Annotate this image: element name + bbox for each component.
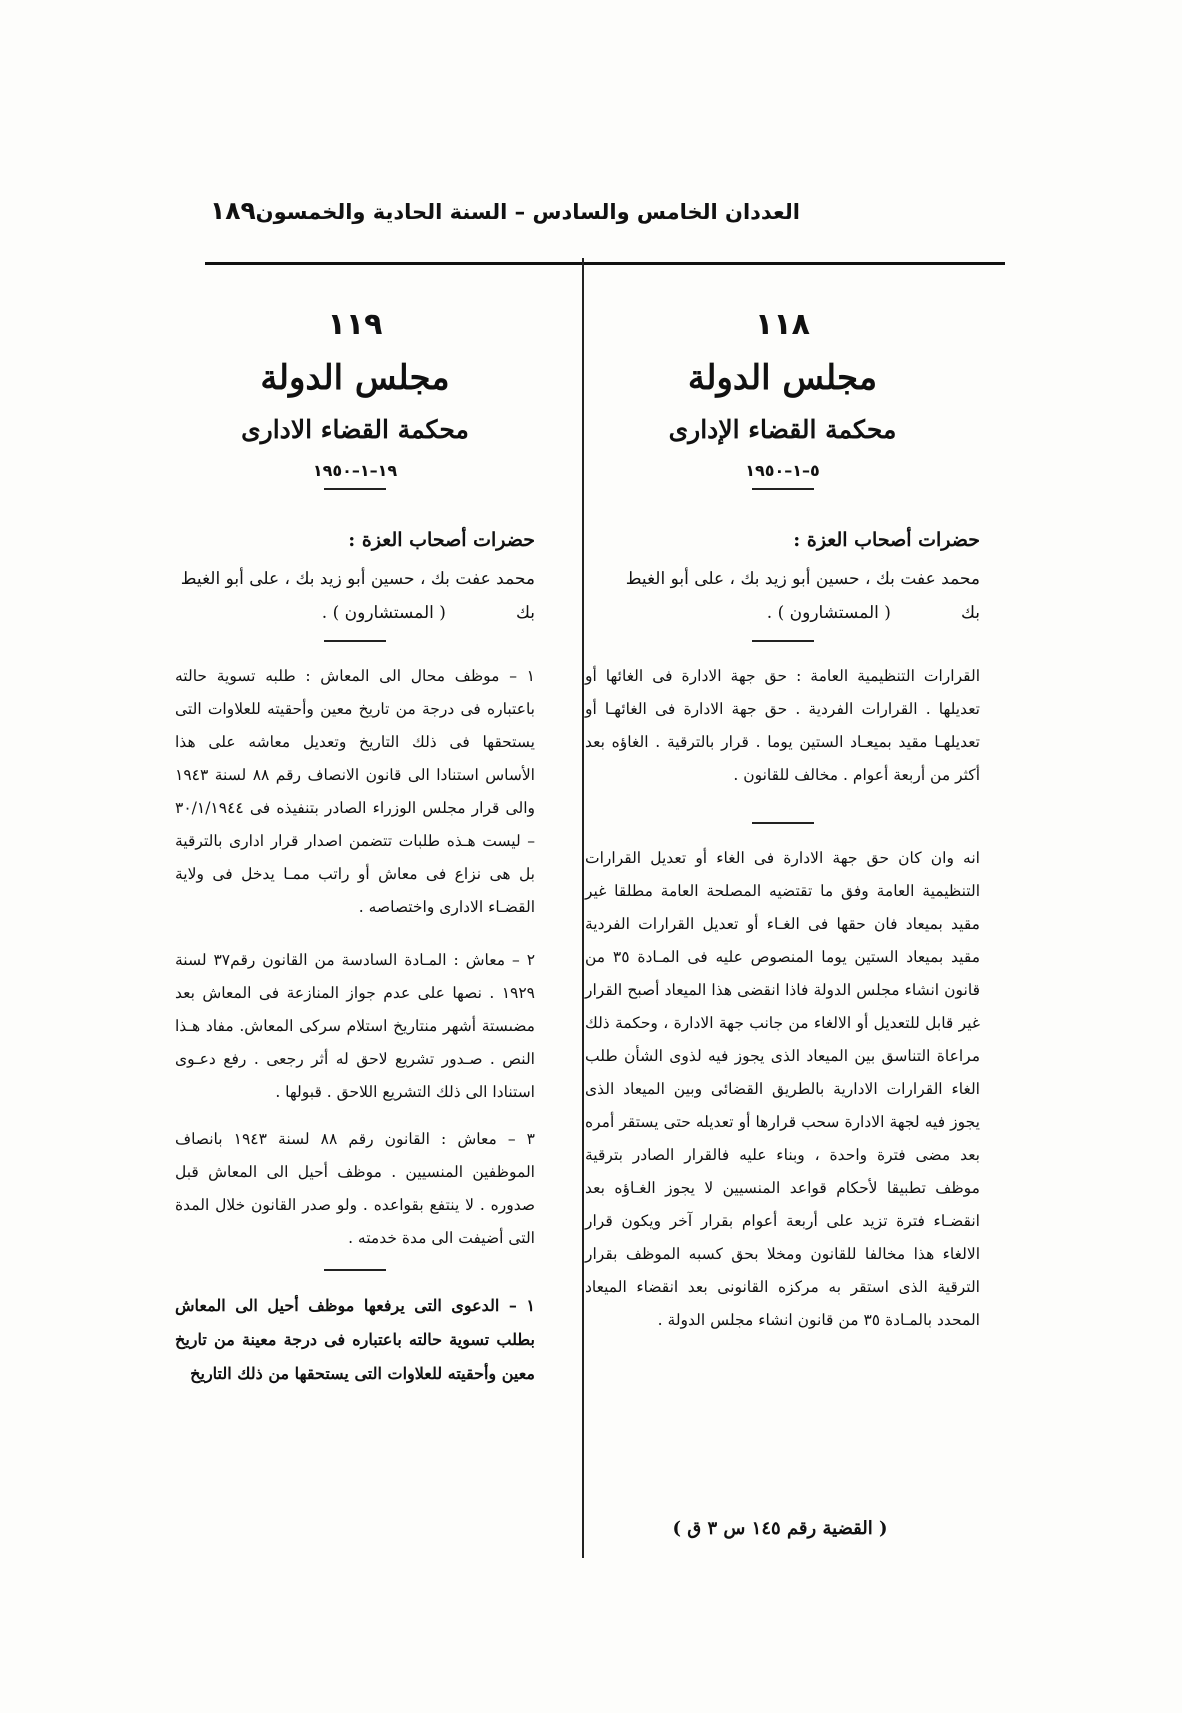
case-reference: ( القضية رقم ١٤٥ س ٣ ق ) — [672, 1518, 888, 1539]
column-case-119 — [175, 300, 535, 1391]
judges-role: ( المستشارون ) . — [321, 603, 446, 623]
court-name: محكمة القضاء الإدارى — [668, 415, 897, 444]
judges-role-line — [585, 596, 980, 640]
headnote: القرارات التنظيمية العامة : حق جهة الادارة فى الغائها أو تعديلها . القرارات الفردية . حق جهة الادارة فى الغائهـا أو تعديلهـا مقيد بميعـاد الستين يوما . قرار بالترقية . الغاؤه بعد أكثر من أربعة أعوام . مخالف للقانون . — [585, 667, 980, 784]
separator-rule — [752, 822, 814, 824]
judges-names: محمد عفت بك ، حسين أبو زيد بك ، على أبو الغيط — [625, 569, 980, 589]
headnote-1: ١ – موظف محال الى المعاش : طلبه تسوية حالته باعتباره فى درجة من تاريخ معين وأحقيته للعلاوات التى يستحقها فى ذلك التاريخ وتعديل معاشه على هذا الأساس استنادا الى قانون الانصاف رقم ٨٨ لسنة ١٩٤٣ والى قرار مجلس الوزراء الصادر بتنفيذه فى ٣٠/١/١٩٤٤ – ليست هـذه طلبات تتضمن اصدار قرار ادارى بالترقية بل هى نزاع فى معاش أو راتب ممـا يدخل فى ولاية القضـاء الادارى واختصاصه . — [175, 667, 535, 916]
column-case-118 — [585, 300, 980, 1337]
case-number: ١١٩ — [327, 307, 383, 342]
headnote-2: ٢ – معاش : المـادة السادسة من القانون رقم٣٧ لسنة ١٩٢٩ . نصها على عدم جواز المنازعة فى المعاش بعد مضىستة أشهر منتاريخ استلام سركى المعاش. مفاد هـذا النص . صـدور تشريع لاحق له أثر رجعى . رفع دعـوى استنادا الى ذلك التشريع اللاحق . قبولها . — [175, 951, 536, 1101]
running-header — [210, 196, 800, 234]
case-number: ١١٨ — [755, 307, 810, 342]
session-date: ٥–١–١٩٥٠ — [745, 461, 820, 480]
separator-rule — [752, 488, 814, 490]
judges-names: محمد عفت بك ، حسين أبو زيد بك ، على أبو الغيط — [180, 569, 535, 589]
column-divider — [582, 258, 584, 1558]
separator-rule — [324, 488, 386, 490]
judges-role: ( المستشارون ) . — [766, 603, 891, 623]
presence-heading: حضرات أصحاب العزة : — [348, 529, 535, 551]
presence-heading: حضرات أصحاب العزة : — [793, 529, 980, 551]
header-rule — [205, 262, 1005, 265]
headnote-3: ٣ – معاش : القانون رقم ٨٨ لسنة ١٩٤٣ بانصاف الموظفين المنسيين . موظف أحيل الى المعاش قبل صدوره . لا ينتفع بقواعده . ولو صدر القانون خلال المدة التى أضيفت الى مدة خدمته . — [175, 1130, 535, 1247]
separator-rule — [752, 640, 814, 642]
running-title: العددان الخامس والسادس – السنة الحادية والخمسون — [255, 200, 800, 224]
council-name: مجلس الدولة — [260, 358, 450, 398]
page-number: ١٨٩ — [210, 196, 256, 225]
session-date: ١٩–١–١٩٥٠ — [312, 461, 398, 480]
separator-rule — [324, 1269, 386, 1271]
council-name: مجلس الدولة — [687, 358, 878, 398]
court-name: محكمة القضاء الادارى — [241, 415, 469, 444]
judges-bek: بك — [515, 603, 535, 623]
judges-role-line — [175, 596, 535, 640]
ruling-text: ١ – الدعوى التى يرفعها موظف أحيل الى المعاش بطلب تسوية حالته باعتباره فى درجة معينة من تاريخ معين وأحقيته للعلاوات التى يستحقها من ذلك التاريخ — [175, 1296, 535, 1383]
ruling-text: انه وان كان حق جهة الادارة فى الغاء أو تعديل القرارات التنظيمية العامة وفق ما تقتضيه المصلحة العامة مطلقا غير مقيد بميعاد فان حقها فى الغـاء أو تعديل القرارات الفردية مقيد بميعاد الستين يوما المنصوص عليه فى المـادة ٣٥ من قانون انشاء مجلس الدولة فاذا انقضى هذا الميعاد أصبح القرار غير قابل للتعديل أو الالغاء من جانب جهة الادارة ، وحكمة ذلك مراعاة التناسق بين الميعاد الذى يجوز فيه لذوى الشأن طلب الغاء القرارات الادارية بالطريق القضائى وبين الميعاد الذى يجوز فيه لجهة الادارة سحب قرارها أو تعديله حتى يستقر أمره بعد مضى فترة واحدة ، وبناء عليه فالقرار الصادر بترقية موظف تطبيقا لأحكام قواعد المنسيين لا يجوز الغـاؤه بعد انقضـاء فترة تزيد على أربعة أعوام بقرار آخر ويكون قرار الالغاء هذا مخالفا للقانون ومخلا بحق كسبه الموظف بقرار الترقية الذى استقر به مركزه القانونى بعد انقضاء الميعاد المحدد بالمـادة ٣٥ من قانون انشاء مجلس الدولة . — [585, 849, 980, 1329]
judges-bek: بك — [960, 603, 980, 623]
separator-rule — [324, 640, 386, 642]
